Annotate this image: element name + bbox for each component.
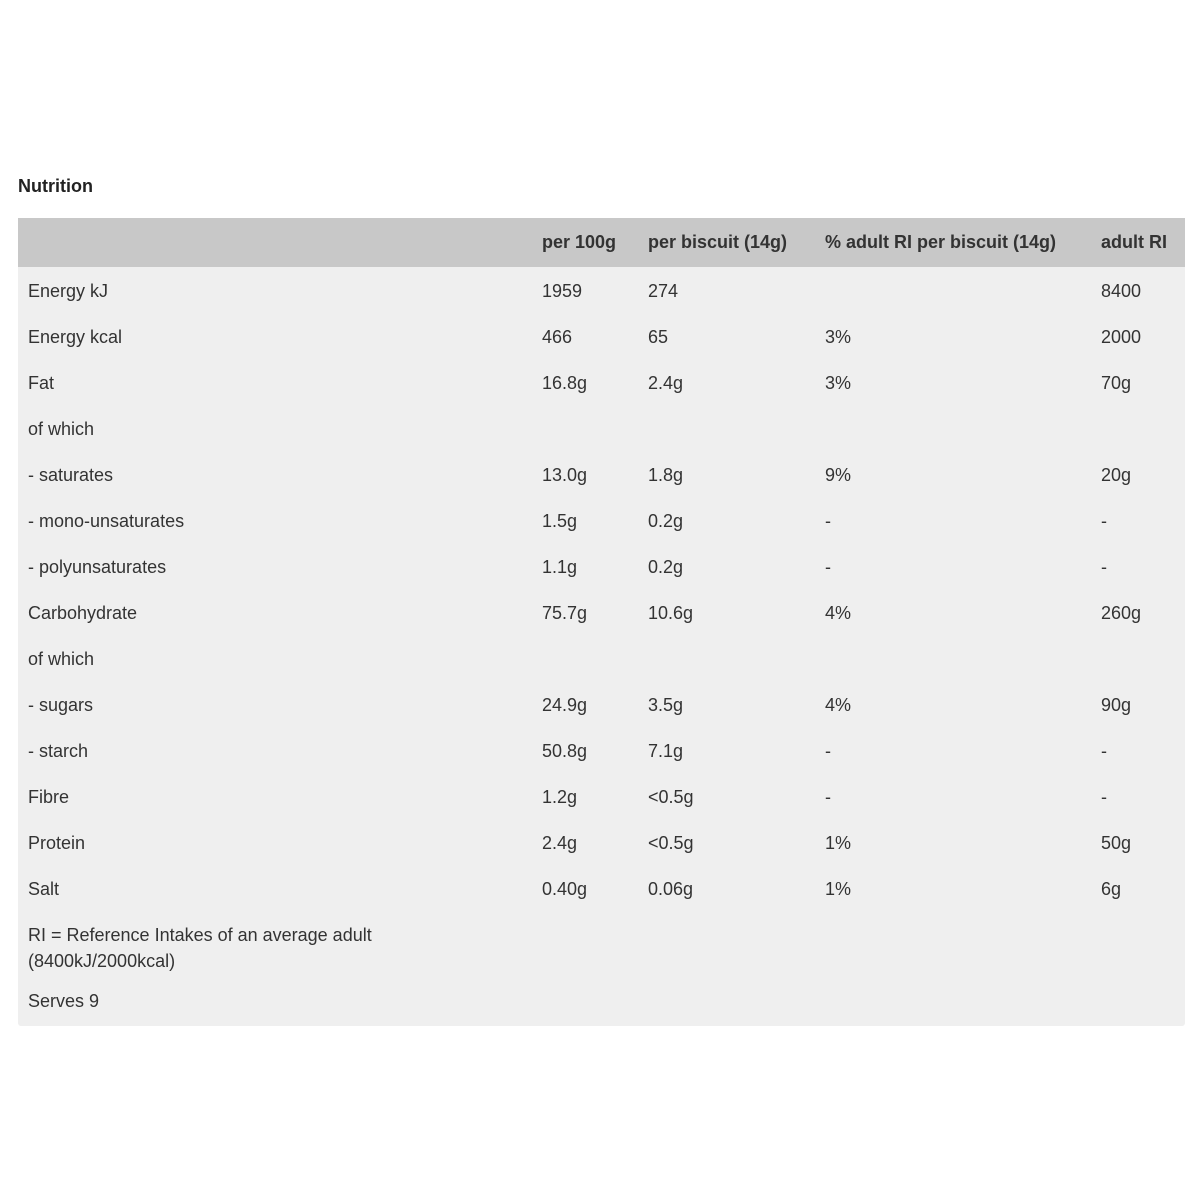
- nutrient-cell: Energy kcal: [28, 326, 123, 347]
- adult-ri-cell: [1101, 636, 1185, 682]
- adult-ri-cell: 50g: [1101, 832, 1132, 853]
- section-title: Nutrition: [18, 176, 93, 196]
- percent-ri-cell: [825, 636, 1101, 682]
- per-biscuit-cell: [648, 406, 825, 452]
- nutrient-cell: Energy kJ: [28, 280, 109, 301]
- per-biscuit-cell: <0.5g: [648, 786, 694, 807]
- table-row: [18, 820, 1185, 866]
- per-100g-cell: 16.8g: [542, 372, 588, 393]
- table-row: [18, 728, 1185, 774]
- percent-ri-cell: 3%: [825, 372, 852, 393]
- percent-ri-cell: 9%: [825, 464, 852, 485]
- nutrient-cell: Carbohydrate: [28, 602, 138, 623]
- per-100g-cell: 466: [542, 326, 573, 347]
- per-biscuit-cell: [648, 636, 825, 682]
- percent-ri-cell: -: [825, 740, 831, 761]
- table-row: [18, 360, 1185, 406]
- table-row: [18, 590, 1185, 636]
- percent-ri-cell: 1%: [825, 878, 852, 899]
- table-row: [18, 544, 1185, 590]
- header-cell-adult-ri: adult RI: [1101, 232, 1167, 252]
- nutrient-cell: - starch: [28, 740, 89, 761]
- adult-ri-cell: 6g: [1101, 878, 1122, 899]
- nutrient-cell: - sugars: [28, 694, 94, 715]
- nutrient-cell: - polyunsaturates: [28, 556, 167, 577]
- percent-ri-cell: 4%: [825, 694, 852, 715]
- per-100g-cell: [542, 406, 648, 452]
- header-cell-nutrient: [18, 218, 542, 267]
- adult-ri-cell: -: [1101, 556, 1107, 577]
- table-row: [18, 406, 1185, 452]
- adult-ri-cell: -: [1101, 786, 1107, 807]
- nutrition-table: [18, 218, 1185, 1022]
- per-100g-cell: 75.7g: [542, 602, 588, 623]
- per-100g-cell: 13.0g: [542, 464, 588, 485]
- header-cell-per-100g: per 100g: [542, 232, 617, 252]
- percent-ri-cell: -: [825, 556, 831, 577]
- adult-ri-cell: 70g: [1101, 372, 1132, 393]
- percent-ri-cell: -: [825, 786, 831, 807]
- per-100g-cell: [542, 636, 648, 682]
- table-row: [18, 774, 1185, 820]
- table-row: [18, 866, 1185, 912]
- per-100g-cell: 50.8g: [542, 740, 588, 761]
- per-biscuit-cell: <0.5g: [648, 832, 694, 853]
- nutrient-cell: Fibre: [28, 786, 70, 807]
- per-biscuit-cell: 0.06g: [648, 878, 694, 899]
- table-row: [18, 636, 1185, 682]
- adult-ri-cell: 8400: [1101, 280, 1142, 301]
- nutrient-cell: - saturates: [28, 464, 114, 485]
- nutrient-cell: - mono-unsaturates: [28, 510, 185, 531]
- percent-ri-cell: -: [825, 510, 831, 531]
- table-row: [18, 452, 1185, 498]
- per-biscuit-cell: 0.2g: [648, 510, 684, 531]
- nutrient-cell: of which: [28, 418, 95, 439]
- table-row: [18, 267, 1185, 314]
- serves-row: [18, 980, 1185, 1022]
- per-100g-cell: 1.2g: [542, 786, 578, 807]
- nutrient-cell: Protein: [28, 832, 86, 853]
- per-biscuit-cell: 0.2g: [648, 556, 684, 577]
- table-row: [18, 682, 1185, 728]
- table-row: [18, 498, 1185, 544]
- nutrition-table-container: [18, 218, 1185, 1026]
- per-100g-cell: 1.1g: [542, 556, 578, 577]
- footnote-row: [18, 912, 1185, 980]
- per-biscuit-cell: 65: [648, 326, 669, 347]
- adult-ri-cell: -: [1101, 510, 1107, 531]
- nutrient-cell: Fat: [28, 372, 55, 393]
- adult-ri-cell: 260g: [1101, 602, 1142, 623]
- per-biscuit-cell: 10.6g: [648, 602, 694, 623]
- adult-ri-cell: -: [1101, 740, 1107, 761]
- adult-ri-cell: [1101, 406, 1185, 452]
- nutrient-cell: of which: [28, 648, 95, 669]
- percent-ri-cell: 1%: [825, 832, 852, 853]
- percent-ri-cell: [825, 267, 1101, 314]
- serves-text: Serves 9: [28, 990, 100, 1011]
- per-biscuit-cell: 2.4g: [648, 372, 684, 393]
- percent-ri-cell: 3%: [825, 326, 852, 347]
- per-biscuit-cell: 274: [648, 280, 679, 301]
- adult-ri-cell: 20g: [1101, 464, 1132, 485]
- per-100g-cell: 1.5g: [542, 510, 578, 531]
- adult-ri-cell: 2000: [1101, 326, 1142, 347]
- per-100g-cell: 24.9g: [542, 694, 588, 715]
- header-cell-per-biscuit: per biscuit (14g): [648, 232, 788, 252]
- table-row: [18, 314, 1185, 360]
- adult-ri-cell: 90g: [1101, 694, 1132, 715]
- header-cell-percent-ri: % adult RI per biscuit (14g): [825, 232, 1057, 252]
- percent-ri-cell: [825, 406, 1101, 452]
- percent-ri-cell: 4%: [825, 602, 852, 623]
- per-biscuit-cell: 7.1g: [648, 740, 684, 761]
- table-body: [18, 267, 1185, 1022]
- table-header-row: [18, 218, 1185, 267]
- per-biscuit-cell: 3.5g: [648, 694, 684, 715]
- per-100g-cell: 1959: [542, 280, 583, 301]
- footnote-text: RI = Reference Intakes of an average adult (8400kJ/2000kcal): [28, 925, 372, 971]
- per-biscuit-cell: 1.8g: [648, 464, 684, 485]
- nutrient-cell: Salt: [28, 878, 60, 899]
- per-100g-cell: 0.40g: [542, 878, 588, 899]
- per-100g-cell: 2.4g: [542, 832, 578, 853]
